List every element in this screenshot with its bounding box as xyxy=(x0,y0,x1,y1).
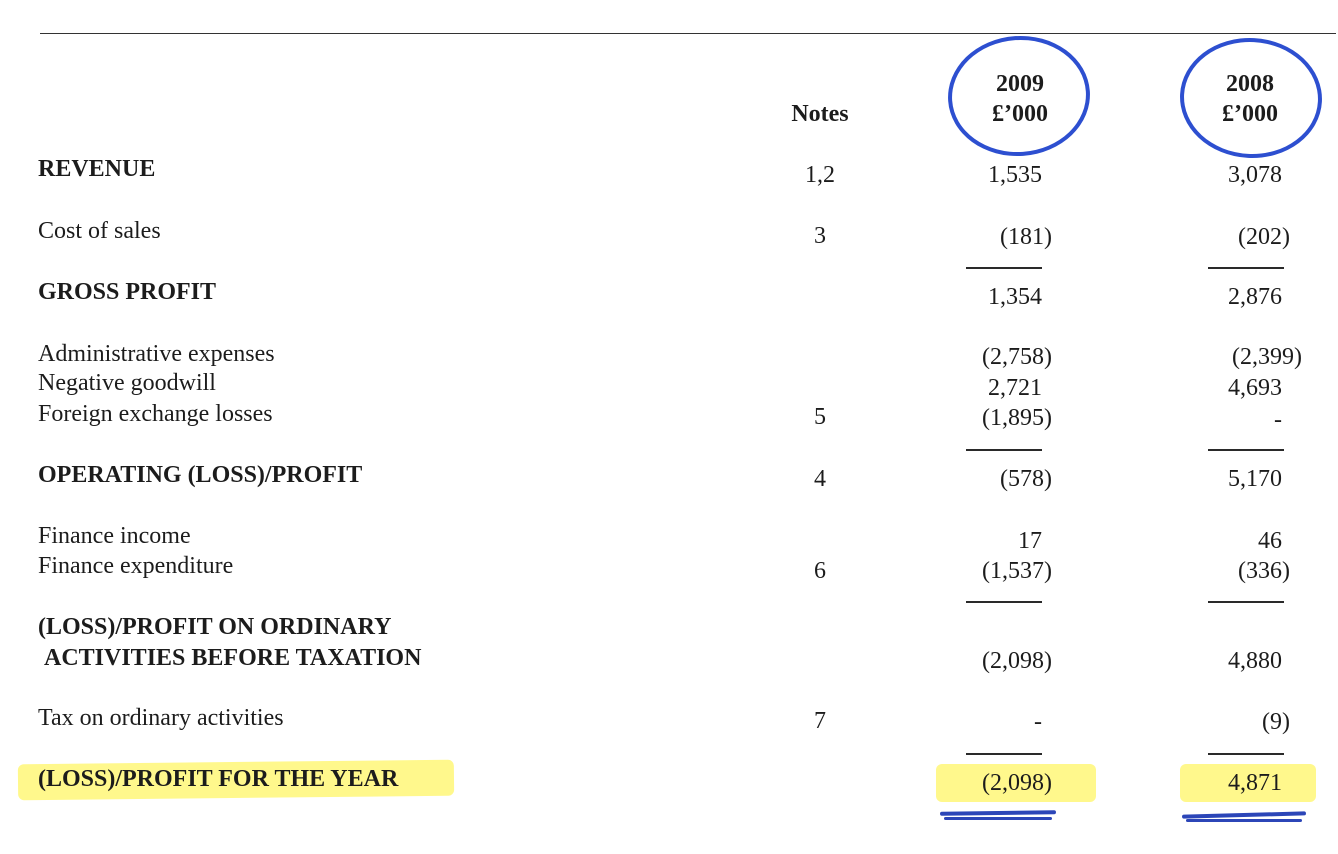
admin-expenses-2009: (2,758) xyxy=(982,344,1052,370)
pbt-2008: 4,880 xyxy=(1228,648,1282,674)
year-result-2009: (2,098) xyxy=(982,770,1052,796)
notes-header: Notes xyxy=(791,101,849,127)
revenue-label: REVENUE xyxy=(38,156,156,182)
cost-of-sales-2009: (181) xyxy=(1000,224,1052,250)
revenue-notes: 1,2 xyxy=(805,162,835,188)
pen-underline-2008-b xyxy=(1186,819,1302,822)
rule-2008-gross xyxy=(1208,267,1284,269)
rule-2009-year xyxy=(966,753,1042,755)
rule-2008-pbt xyxy=(1208,601,1284,603)
pbt-label-line2: ACTIVITIES BEFORE TAXATION xyxy=(44,645,422,671)
admin-expenses-2008: (2,399) xyxy=(1232,344,1302,370)
fx-losses-2009: (1,895) xyxy=(982,405,1052,431)
operating-2009: (578) xyxy=(1000,466,1052,492)
admin-expenses-label: Administrative expenses xyxy=(38,341,275,367)
year-2009-header: 2009 xyxy=(996,71,1044,97)
gross-profit-2008: 2,876 xyxy=(1228,284,1282,310)
finance-income-label: Finance income xyxy=(38,523,191,549)
unit-2008-header: £’000 xyxy=(1222,101,1278,127)
fx-losses-2008: - xyxy=(1274,407,1282,433)
finance-expenditure-2009: (1,537) xyxy=(982,558,1052,584)
finance-expenditure-label: Finance expenditure xyxy=(38,553,234,579)
pbt-2009: (2,098) xyxy=(982,648,1052,674)
negative-goodwill-label: Negative goodwill xyxy=(38,370,216,396)
rule-2008-year xyxy=(1208,753,1284,755)
cost-of-sales-notes: 3 xyxy=(814,223,826,249)
pen-underline-2008 xyxy=(1182,811,1306,818)
finance-expenditure-2008: (336) xyxy=(1238,558,1290,584)
top-rule xyxy=(40,33,1336,34)
cost-of-sales-label: Cost of sales xyxy=(38,218,161,244)
unit-2009-header: £’000 xyxy=(992,101,1048,127)
pbt-label-line1: (LOSS)/PROFIT ON ORDINARY xyxy=(38,614,392,640)
operating-2008: 5,170 xyxy=(1228,466,1282,492)
rule-2008-operating xyxy=(1208,449,1284,451)
gross-profit-label: GROSS PROFIT xyxy=(38,279,217,305)
finance-income-2009: 17 xyxy=(1018,528,1042,554)
tax-notes: 7 xyxy=(814,708,826,734)
negative-goodwill-2008: 4,693 xyxy=(1228,375,1282,401)
revenue-2008: 3,078 xyxy=(1228,162,1282,188)
fx-losses-notes: 5 xyxy=(814,404,826,430)
tax-label: Tax on ordinary activities xyxy=(38,705,284,731)
operating-label: OPERATING (LOSS)/PROFIT xyxy=(38,462,363,488)
year-result-2008: 4,871 xyxy=(1228,770,1282,796)
finance-expenditure-notes: 6 xyxy=(814,558,826,584)
gross-profit-2009: 1,354 xyxy=(988,284,1042,310)
negative-goodwill-2009: 2,721 xyxy=(988,375,1042,401)
rule-2009-pbt xyxy=(966,601,1042,603)
year-2008-header: 2008 xyxy=(1226,71,1274,97)
year-result-label: (LOSS)/PROFIT FOR THE YEAR xyxy=(38,766,399,792)
finance-income-2008: 46 xyxy=(1258,528,1282,554)
rule-2009-operating xyxy=(966,449,1042,451)
pen-underline-2009-b xyxy=(944,817,1052,820)
tax-2008: (9) xyxy=(1262,709,1290,735)
tax-2009: - xyxy=(1034,709,1042,735)
cost-of-sales-2008: (202) xyxy=(1238,224,1290,250)
revenue-2009: 1,535 xyxy=(988,162,1042,188)
pen-underline-2009 xyxy=(940,810,1056,816)
fx-losses-label: Foreign exchange losses xyxy=(38,401,273,427)
rule-2009-gross xyxy=(966,267,1042,269)
operating-notes: 4 xyxy=(814,466,826,492)
